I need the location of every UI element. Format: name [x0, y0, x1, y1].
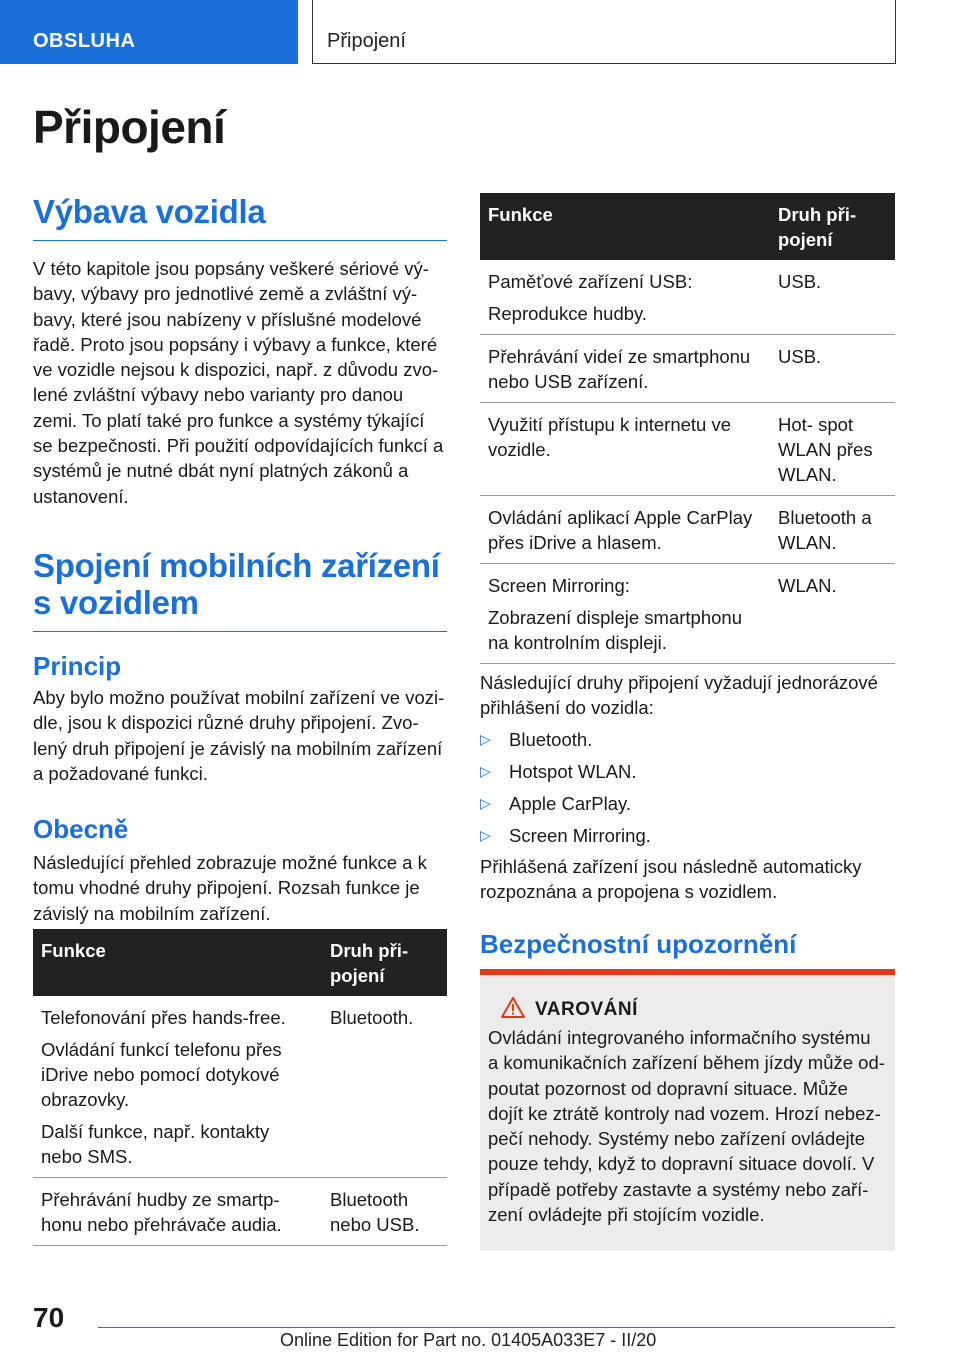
connection-type-cell [322, 996, 447, 1178]
list-item [480, 727, 895, 752]
warning-triangle-icon [501, 997, 525, 1018]
cell-paragraph: Paměťové zařízení USB: [488, 271, 693, 292]
triangle-bullet-icon: ▷ [480, 763, 491, 779]
table-head-type-line2: pojení [330, 965, 385, 986]
table-head-type [770, 193, 895, 260]
text-line: pouze tehdy, když to dopravní situace dovolí. V [488, 1153, 875, 1175]
function-cell [480, 564, 770, 664]
text-line: zení ovládejte při stojícím vozidle. [488, 1204, 765, 1226]
cell-paragraph: Ovládání funkcí telefonu přes iDrive nebo pomocí dotykové obrazovky. [41, 1039, 282, 1110]
text-line: lený druh připojení je závislý na mobilním zařízení [33, 737, 443, 759]
connection-type-cell [770, 496, 895, 564]
connection-bullet-list [480, 727, 895, 855]
table-row [480, 496, 895, 564]
text-line: pečí nehody. Systémy nebo zařízení ovládejte [488, 1128, 866, 1150]
list-item-text: Hotspot WLAN. [509, 761, 637, 782]
cell-paragraph: Bluetooth nebo USB. [330, 1189, 420, 1235]
cell-paragraph: Zobrazení displeje smartphonu na kontrolním displeji. [488, 607, 743, 653]
connection-type-cell [770, 335, 895, 403]
connection-type-cell [322, 1178, 447, 1246]
table-head-function: Funkce [33, 929, 322, 996]
table-head-type-line1: Druh při- [778, 204, 857, 225]
text-line: ve vozidle nejsou k dispozici, např. z důvodu zvo- [33, 359, 439, 381]
list-item [480, 823, 895, 848]
heading-spojeni [33, 547, 447, 632]
list-item [480, 791, 895, 816]
connection-table-left [33, 929, 447, 1246]
function-cell [480, 260, 770, 335]
heading-princip: Princip [33, 651, 122, 681]
table-head-function: Funkce [480, 193, 770, 260]
text-line: Následující přehled zobrazuje možné funkce a k [33, 852, 427, 873]
list-item-text: Screen Mirroring. [509, 825, 651, 846]
text-line: bavy, výbavy pro jednotlivé země a zvláštní vý- [33, 283, 418, 305]
cell-paragraph: Telefonování přes hands-free. [41, 1007, 286, 1028]
login-intro-text [480, 670, 900, 721]
text-line: přihlášení do vozidla: [480, 697, 654, 719]
cell-paragraph: Bluetooth a WLAN. [778, 507, 872, 553]
text-line: systémů je nutné dbát nyní platných zákonů a [33, 460, 409, 482]
warning-header [501, 997, 887, 1021]
table-head-type-line2: pojení [778, 229, 833, 250]
cell-paragraph: Screen Mirroring: [488, 575, 630, 596]
text-line: Ovládání integrovaného informačního systému [488, 1027, 871, 1048]
text-line: závislý na mobilním zařízení. [33, 902, 271, 924]
text-line: poutat pozornost od dopravní situace. Může [488, 1077, 848, 1099]
cell-paragraph: Reprodukce hudby. [488, 303, 648, 324]
page-title: Připojení [33, 101, 226, 153]
chapter-label: Připojení [327, 30, 406, 52]
table-row [33, 996, 447, 1178]
cell-paragraph: Využití přístupu k internetu ve vozidle. [488, 414, 732, 460]
heading-safety: Bezpečnostní upozornění [480, 929, 797, 959]
footer-edition: Online Edition for Part no. 01405A033E7 - II/20 [280, 1330, 657, 1350]
text-line: Následující druhy připojení vyžadují jednorázové [480, 672, 878, 693]
function-cell [33, 996, 322, 1178]
heading-spojeni-line2: s vozidlem [33, 584, 199, 621]
warning-text [488, 1025, 893, 1227]
connection-type-cell [770, 564, 895, 664]
text-line: dle, jsou k dispozici různé druhy připojení. Zvo- [33, 712, 419, 734]
function-cell [480, 496, 770, 564]
table-row [480, 403, 895, 496]
list-item-text: Apple CarPlay. [509, 793, 632, 814]
cell-paragraph: USB. [778, 346, 822, 367]
text-line: a požadované funkci. [33, 762, 208, 784]
heading-obecne: Obecně [33, 814, 129, 844]
vybava-text [33, 256, 453, 509]
text-line: lené zvláštní výbavy nebo varianty pro danou [33, 384, 404, 406]
cell-paragraph: Ovládání aplikací Apple CarPlay přes iDrive a hlasem. [488, 507, 753, 553]
list-item-text: Bluetooth. [509, 729, 593, 750]
cell-paragraph: Bluetooth. [330, 1007, 414, 1028]
table-row [480, 564, 895, 664]
connection-type-cell [770, 260, 895, 335]
footer-rule [98, 1327, 895, 1328]
warning-title: VAROVÁNÍ [535, 999, 638, 1020]
heading-vybava: Výbava vozidla [33, 193, 447, 241]
table-row [480, 260, 895, 335]
cell-paragraph: Přehrávání videí ze smartphonu nebo USB zařízení. [488, 346, 751, 392]
section-label: OBSLUHA [33, 30, 136, 52]
text-line: případě potřeby zastavte a systémy nebo zaří- [488, 1178, 869, 1200]
connection-table-right [480, 193, 895, 664]
text-line: rozpoznána a propojena s vozidlem. [480, 881, 778, 903]
triangle-bullet-icon: ▷ [480, 827, 491, 843]
cell-paragraph: WLAN. [778, 575, 837, 596]
text-line: bavy, které jsou nabízeny v příslušné modelové [33, 308, 422, 330]
text-line: V této kapitole jsou popsány veškeré sériové vý- [33, 258, 429, 279]
connection-type-cell [770, 403, 895, 496]
cell-paragraph: Hot- spot WLAN přes WLAN. [778, 414, 873, 485]
text-line: tomu vhodné druhy připojení. Rozsah funkce je [33, 877, 420, 899]
auto-connect-text [480, 854, 900, 905]
obecne-text [33, 850, 453, 926]
text-line: zemi. To platí také pro funkce a systémy týkající [33, 409, 425, 431]
text-line: Přihlášená zařízení jsou následně automaticky [480, 856, 862, 877]
section-tab [0, 0, 298, 64]
text-line: ustanovení. [33, 485, 129, 507]
function-cell [480, 335, 770, 403]
cell-paragraph: Další funkce, např. kontakty nebo SMS. [41, 1121, 270, 1167]
page-number: 70 [33, 1302, 65, 1333]
princip-text [33, 685, 453, 786]
text-line: se bezpečnosti. Při použití odpovídajících funkcí a [33, 435, 444, 457]
cell-paragraph: USB. [778, 271, 822, 292]
text-line: Aby bylo možno používat mobilní zařízení ve vozi- [33, 687, 445, 708]
function-cell [33, 1178, 322, 1246]
triangle-bullet-icon: ▷ [480, 795, 491, 811]
triangle-bullet-icon: ▷ [480, 731, 491, 747]
chapter-box [312, 0, 896, 64]
heading-spojeni-line1: Spojení mobilních zařízení [33, 547, 440, 584]
cell-paragraph: Přehrávání hudby ze smartp- honu nebo přehrávače audia. [41, 1189, 282, 1235]
table-head-type [322, 929, 447, 996]
list-item [480, 759, 895, 784]
text-line: dojít ke ztrátě kontroly nad vozem. Hrozí nebez- [488, 1102, 881, 1124]
table-head-type-line1: Druh při- [330, 940, 409, 961]
text-line: řadě. Proto jsou popsány i výbavy a funkce, které [33, 333, 438, 355]
table-row [480, 335, 895, 403]
function-cell [480, 403, 770, 496]
text-line: a komunikačních zařízení během jízdy může od- [488, 1052, 885, 1074]
warning-box [480, 969, 895, 1251]
table-row [33, 1178, 447, 1246]
